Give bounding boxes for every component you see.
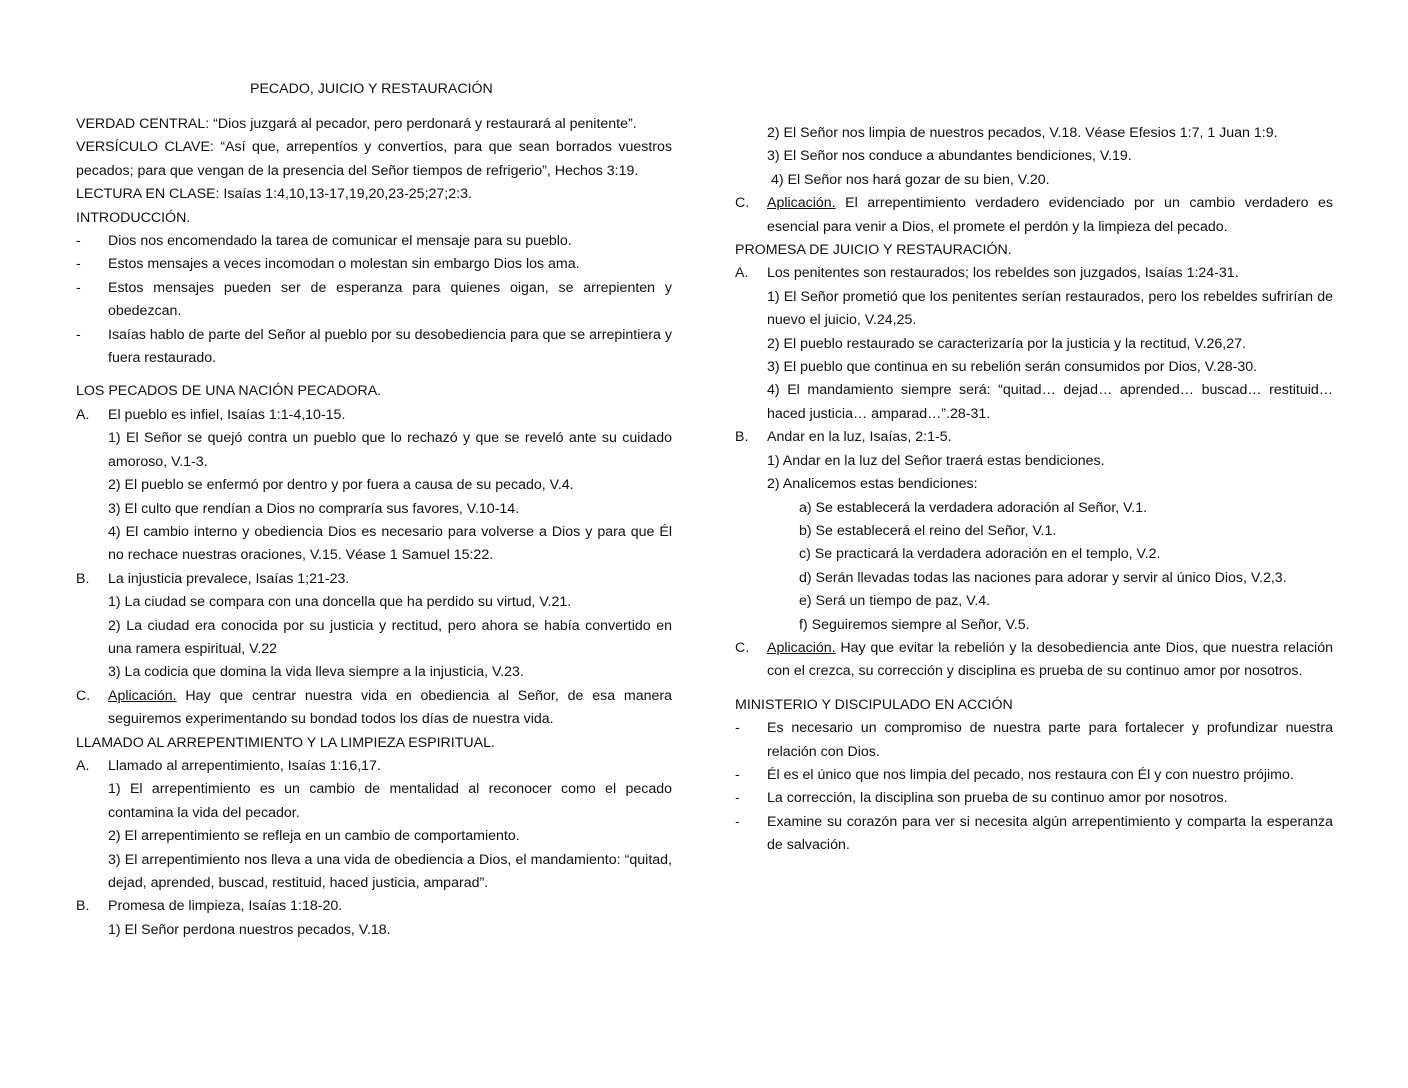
- point-b: [76, 895, 672, 918]
- intro-heading: INTRODUCCIÓN.: [76, 209, 191, 226]
- point-text: El pueblo es infiel, Isaías 1:1-4,10-15.: [108, 406, 346, 423]
- point-label: A.: [735, 265, 749, 282]
- point-label: C.: [735, 195, 750, 212]
- bullet-marker: -: [735, 813, 740, 830]
- sub-item: 3) El pueblo que continua en su rebelión serán consumidos por Dios, V.28-30.: [767, 359, 1258, 376]
- intro-bullet-text: Dios nos encomendado la tarea de comunicar el mensaje para su pueblo.: [108, 233, 572, 250]
- bullet-marker: -: [735, 766, 740, 783]
- sub-item: 1) El Señor perdona nuestros pecados, V.18.: [108, 921, 391, 938]
- verdad-central: VERDAD CENTRAL: “Dios juzgará al pecador, pero perdonará y restaurará al penitente”.: [76, 116, 637, 132]
- intro-bullet: [76, 277, 672, 324]
- sub-item: 3) El arrepentimiento nos lleva a una vida de obediencia a Dios, el mandamiento: “quitad, dejad, aprended, buscad, restituid, haced justicia, amparad”.: [108, 851, 672, 891]
- left-body: [76, 113, 672, 942]
- ministerio-bullet-text: Es necesario un compromiso de nuestra parte para fortalecer y profundizar nuestra relación con Dios.: [767, 720, 1333, 760]
- ministerio-bullet-text: Él es el único que nos limpia del pecado, nos restaura con Él y con nuestro prójimo.: [767, 766, 1294, 783]
- right-body: [735, 122, 1333, 858]
- point-label: B.: [735, 429, 749, 446]
- ministerio-bullet: [735, 764, 1333, 787]
- point-c: [76, 685, 672, 732]
- section-heading-promesa: PROMESA DE JUICIO Y RESTAURACIÓN.: [735, 242, 1012, 259]
- ministerio-bullet-text: Examine su corazón para ver si necesita algún arrepentimiento y comparta la esperanza de salvación.: [767, 813, 1333, 854]
- point-label: C.: [76, 687, 91, 704]
- bullet-marker: -: [76, 279, 81, 296]
- aplicacion-text: Hay que centrar nuestra vida en obediencia al Señor, de esa manera seguiremos experimentando su bondad todos los días de nuestra vida.: [108, 687, 672, 728]
- sub-sub-item: d) Serán llevadas todas las naciones para adorar y servir al único Dios, V.2,3.: [799, 569, 1287, 586]
- bullet-marker: -: [76, 326, 81, 343]
- sub-item: 2) El pueblo restaurado se caracterizaría por la justicia y la rectitud, V.26,27.: [767, 335, 1246, 352]
- lectura-en-clase: LECTURA EN CLASE: Isaías 1:4,10,13-17,19,20,23-25;27;2:3.: [76, 186, 472, 203]
- aplicacion-text: Hay que evitar la rebelión y la desobediencia ante Dios, que nuestra relación con el crezca, su corrección y disciplina es prueba de su continuo amor por nosotros.: [767, 639, 1333, 680]
- point-text: Los penitentes son restaurados; los rebeldes son juzgados, Isaías 1:24-31.: [767, 265, 1239, 282]
- section-heading-llamado: LLAMADO AL ARREPENTIMIENTO Y LA LIMPIEZA ESPIRITUAL.: [76, 734, 495, 751]
- ministerio-bullet: [735, 787, 1333, 810]
- point-text: La injusticia prevalece, Isaías 1;21-23.: [108, 570, 350, 587]
- point-label: B.: [76, 898, 90, 915]
- ministerio-bullet: [735, 811, 1333, 858]
- sub-item: 4) El cambio interno y obediencia Dios es necesario para volverse a Dios y para que Él no rechace nuestras oraciones, V.15. Véase 1 Samuel 15:22.: [108, 523, 672, 564]
- sub-item: 1) La ciudad se compara con una doncella que ha perdido su virtud, V.21.: [108, 594, 572, 611]
- sub-sub-item: f) Seguiremos siempre al Señor, V.5.: [799, 616, 1030, 633]
- point-label: C.: [735, 639, 750, 656]
- point-b: [76, 568, 672, 591]
- sub-item: 4) El mandamiento siempre será: “quitad… dejad… aprended… buscad… restituid… haced justicia… amparad…”.28-31.: [767, 382, 1333, 422]
- aplicacion-text: El arrepentimiento verdadero evidenciado por un cambio verdadero es esencial para venir a Dios, el promete el perdón y la limpieza del pecado.: [767, 195, 1333, 235]
- point-c: [735, 637, 1333, 684]
- ministerio-bullet: [735, 717, 1333, 764]
- sub-sub-item: a) Se establecerá la verdadera adoración al Señor, V.1.: [799, 499, 1148, 516]
- intro-bullet: [76, 253, 672, 276]
- sub-item: 2) El Señor nos limpia de nuestros pecados, V.18. Véase Efesios 1:7, 1 Juan 1:9.: [767, 125, 1278, 141]
- aplicacion-label: Aplicación.: [108, 687, 177, 704]
- point-label: B.: [76, 570, 90, 587]
- sub-item: 3) El Señor nos conduce a abundantes bendiciones, V.19.: [767, 148, 1132, 165]
- point-text: [767, 637, 1333, 684]
- versiculo-clave: VERSÍCULO CLAVE: “Así que, arrepentíos y convertíos, para que sean borrados vuestros pecados; para que vengan de la presencia del Señor tiempos de refrigerio”, Hechos 3:19.: [76, 139, 672, 179]
- aplicacion-label: Aplicación.: [767, 639, 836, 656]
- point-a: [76, 404, 672, 427]
- section-heading-pecados: LOS PECADOS DE UNA NACIÓN PECADORA.: [76, 383, 382, 400]
- intro-bullet-text: Estos mensajes a veces incomodan o molestan sin embargo Dios los ama.: [108, 256, 580, 273]
- point-label: A.: [76, 757, 90, 774]
- sub-item: 2) El pueblo se enfermó por dentro y por fuera a causa de su pecado, V.4.: [108, 477, 574, 494]
- sub-item: 3) La codicia que domina la vida lleva siempre a la injusticia, V.23.: [108, 664, 524, 681]
- sub-item: 2) La ciudad era conocida por su justicia y rectitud, pero ahora se había convertido en una ramera espiritual, V.22: [108, 617, 672, 657]
- point-text: [108, 685, 672, 732]
- bullet-marker: -: [735, 720, 740, 737]
- ministerio-bullet-text: La corrección, la disciplina son prueba de su continuo amor por nosotros.: [767, 790, 1228, 807]
- point-c: [735, 192, 1333, 239]
- point-text: [767, 192, 1333, 239]
- aplicacion-label: Aplicación.: [767, 195, 836, 212]
- bullet-marker: -: [76, 233, 81, 250]
- sub-item: 1) Andar en la luz del Señor traerá estas bendiciones.: [767, 452, 1105, 469]
- point-text: Llamado al arrepentimiento, Isaías 1:16,17.: [108, 757, 381, 774]
- sub-sub-item: b) Se establecerá el reino del Señor, V.1.: [799, 522, 1057, 539]
- bullet-marker: -: [76, 256, 81, 273]
- intro-bullet-text: Isaías hablo de parte del Señor al pueblo por su desobediencia para que se arrepintiera y fuera restaurado.: [108, 326, 672, 367]
- point-a: [76, 755, 672, 778]
- intro-bullet: [76, 230, 672, 253]
- point-text: Andar en la luz, Isaías, 2:1-5.: [767, 429, 952, 446]
- intro-bullet: [76, 324, 672, 371]
- sub-sub-item: e) Será un tiempo de paz, V.4.: [799, 593, 991, 610]
- document-title: PECADO, JUICIO Y RESTAURACIÓN: [250, 81, 493, 97]
- section-heading-ministerio: MINISTERIO Y DISCIPULADO EN ACCIÓN: [735, 696, 1013, 713]
- sub-item: 1) El Señor se quejó contra un pueblo que lo rechazó y que se reveló ante su cuidado amoroso, V.1-3.: [108, 430, 672, 470]
- sub-item: 4) El Señor nos hará gozar de su bien, V.20.: [767, 171, 1050, 188]
- point-label: A.: [76, 406, 90, 423]
- sub-sub-item: c) Se practicará la verdadera adoración en el templo, V.2.: [799, 546, 1161, 563]
- point-b: [735, 426, 1333, 449]
- bullet-marker: -: [735, 790, 740, 807]
- sub-item: 2) Analicemos estas bendiciones:: [767, 476, 978, 493]
- sub-item: 1) El arrepentimiento es un cambio de mentalidad al reconocer como el pecado contamina la vida del pecador.: [108, 781, 672, 821]
- point-text: Promesa de limpieza, Isaías 1:18-20.: [108, 898, 343, 915]
- point-a: [735, 262, 1333, 285]
- intro-bullet-text: Estos mensajes pueden ser de esperanza para quienes oigan, se arrepienten y obedezcan.: [108, 279, 672, 320]
- sub-item: 2) El arrepentimiento se refleja en un cambio de comportamiento.: [108, 828, 520, 845]
- sub-item: 1) El Señor prometió que los penitentes serían restaurados, pero los rebeldes sufrirían de nuevo el juicio, V.24,25.: [767, 288, 1333, 329]
- sub-item: 3) El culto que rendían a Dios no compraría sus favores, V.10-14.: [108, 500, 520, 517]
